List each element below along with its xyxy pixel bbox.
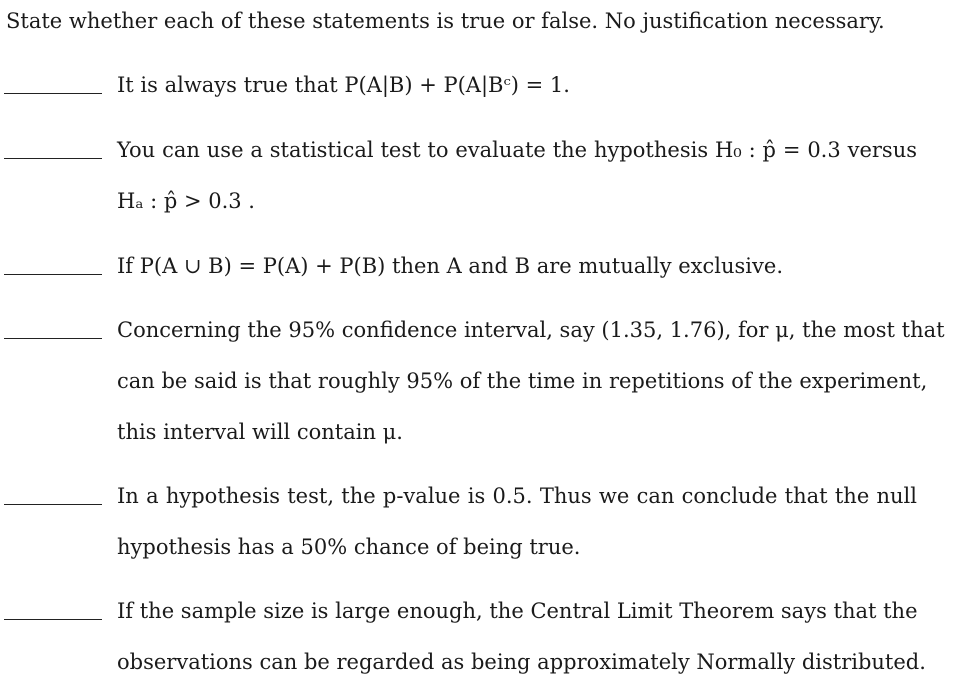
answer-blank-3[interactable] <box>4 274 102 275</box>
statement-text-6 <box>117 586 926 688</box>
statement-text-5 <box>117 471 917 573</box>
statement-5-line-2: hypothesis has a 50% chance of being true. <box>117 535 581 559</box>
statement-2-line-1: You can use a statistical test to evaluate the hypothesis H₀ : p̂ = 0.3 versus <box>117 138 917 162</box>
answer-blank-4[interactable] <box>4 338 102 339</box>
statement-text-2 <box>117 125 917 227</box>
instructions-text: State whether each of these statements is true or false. No justification necessary. <box>6 9 885 33</box>
statement-text-3 <box>117 241 917 292</box>
answer-blank-6[interactable] <box>4 619 102 620</box>
answer-blank-1[interactable] <box>4 93 102 94</box>
statement-5-line-1: In a hypothesis test, the p-value is 0.5. Thus we can conclude that the null <box>117 484 917 508</box>
statement-4-line-3: this interval will contain μ. <box>117 420 403 444</box>
answer-blank-2[interactable] <box>4 158 102 159</box>
statement-3-line-1: If P(A ∪ B) = P(A) + P(B) then A and B are mutually exclusive. <box>117 254 783 278</box>
statement-4-line-1: Concerning the 95% confidence interval, say (1.35, 1.76), for μ, the most that <box>117 318 945 342</box>
answer-blank-5[interactable] <box>4 504 102 505</box>
statement-text-4 <box>117 305 945 458</box>
statement-4-line-2: can be said is that roughly 95% of the time in repetitions of the experiment, <box>117 369 928 393</box>
statement-text-1 <box>117 60 917 111</box>
statement-6-line-2: observations can be regarded as being approximately Normally distributed. <box>117 650 926 674</box>
statement-1-line-1: It is always true that P(A|B) + P(A|Bᶜ) = 1. <box>117 73 570 97</box>
statement-2-line-2: Hₐ : p̂ > 0.3 . <box>117 189 255 213</box>
statement-6-line-1: If the sample size is large enough, the Central Limit Theorem says that the <box>117 599 918 623</box>
